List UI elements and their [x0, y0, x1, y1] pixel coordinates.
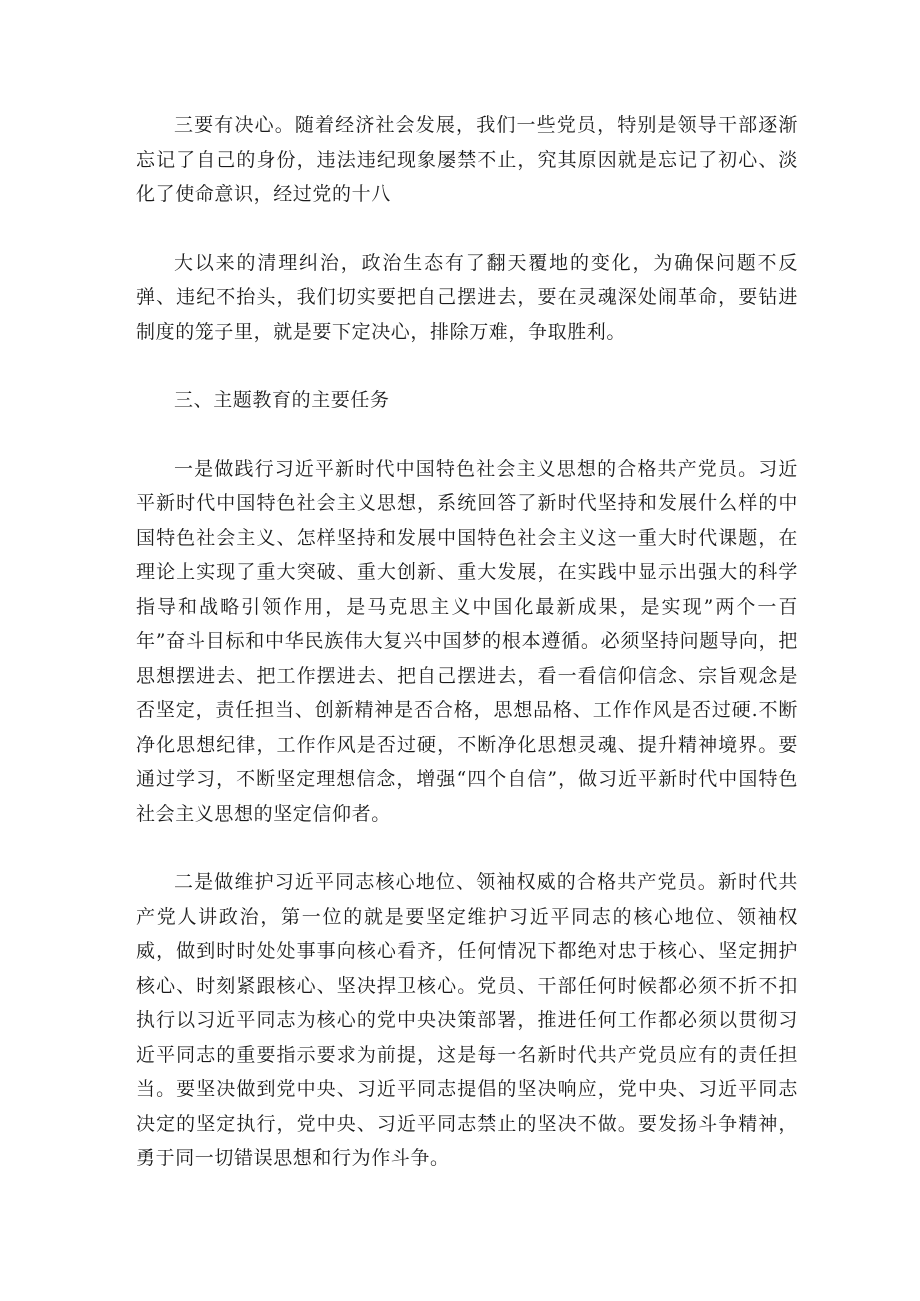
paragraph-task-one: 一是做践行习近平新时代中国特色社会主义思想的合格共产党员。习近平新时代中国特色社会主义思想，系统回答了新时代坚持和发展什么样的中国特色社会主义、怎样坚持和发展中国特色社会主义这一重大时代课题，在理论上实现了重大突破、重大创新、重大发展，在实践中显示出强大的科学指导和战略引领作用，是马克思主义中国化最新成果，是实现”两个一百年”奋斗目标和中华民族伟大复兴中国梦的根本遵循。必须坚持问题导向，把思想摆进去、把工作摆进去、把自己摆进去，看一看信仰信念、宗旨观念是否坚定，责任担当、创新精神是否合格，思想品格、工作作风是否过硬.不断净化思想纪律，工作作风是否过硬，不断净化思想灵魂、提升精神境界。要通过学习，不断坚定理想信念，增强“四个自信”，做习近平新时代中国特色社会主义思想的坚定信仰者。 — [136, 457, 798, 825]
document-body — [136, 108, 798, 1176]
paragraph-gap — [136, 418, 798, 452]
paragraph-task-two: 二是做维护习近平同志核心地位、领袖权威的合格共产党员。新时代共产党人讲政治，第一位的就是要坚定维护习近平同志的核心地位、领袖权威，做到时时处处事事向核心看齐，任何情况下都绝对忠于核心、坚定拥护核心、时刻紧跟核心、坚决捍卫核心。党员、干部任何时候都必须不折不扣执行以习近平同志为核心的党中央决策部署，推进任何工作都必须以贯彻习近平同志的重要指示要求为前提，这是每一名新时代共产党员应有的责任担当。要坚决做到党中央、习近平同志提倡的坚决响应，党中央、习近平同志决定的坚定执行，党中央、习近平同志禁止的坚决不做。要发扬斗争精神，勇于同一切错误思想和行为作斗争。 — [136, 871, 798, 1169]
paragraph-gap — [136, 212, 798, 246]
paragraph-gap — [136, 831, 798, 865]
paragraph-cleanup: 大以来的清理纠治，政治生态有了翻天覆地的变化，为确保问题不反弹、违纪不抬头，我们切实要把自己摆进去，要在灵魂深处闹革命，要钻进制度的笼子里，就是要下定决心，排除万难，争取胜利。 — [136, 251, 798, 343]
section-heading-main-tasks: 三、主题教育的主要任务 — [174, 389, 390, 411]
paragraph-resolve: 三要有决心。随着经济社会发展，我们一些党员，特别是领导干部逐渐忘记了自己的身份，违法违纪现象屡禁不止，究其原因就是忘记了初心、淡化了使命意识，经过党的十八 — [136, 114, 798, 205]
paragraph-gap — [136, 349, 798, 383]
